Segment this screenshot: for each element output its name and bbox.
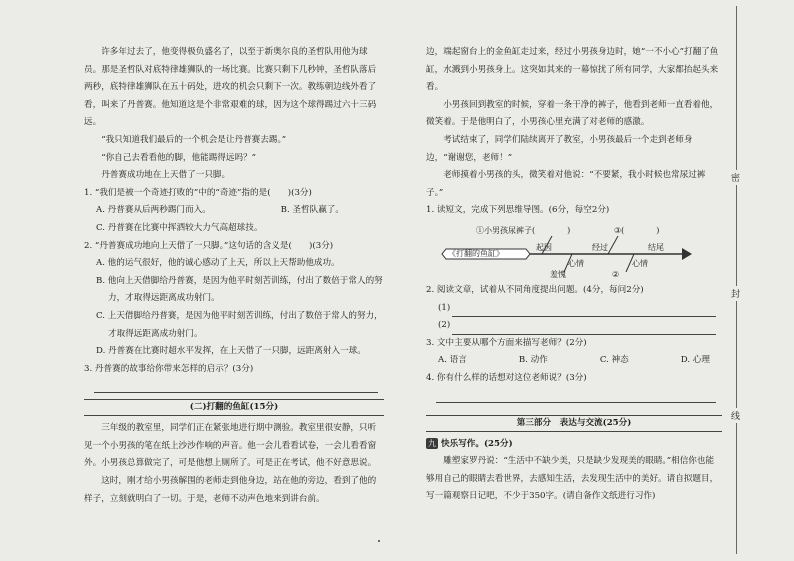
option-a[interactable]: A. 他的运气很好，他的诚心感动了上天，所以上天帮助他成功。 [96, 258, 340, 269]
story-paragraph: 考试结束了，同学们陆续离开了教室，小男孩最后一个走到老师身边，“谢谢您，老师！” [426, 134, 693, 163]
question-4: 4. 你有什么样的话想对这位老师说？(3分) [426, 372, 587, 383]
question-3: 3. 丹普赛的故事给你带来怎样的启示？(3分) [84, 363, 254, 374]
diagram-node-1[interactable]: ①小男孩尿裤子( ) [476, 225, 571, 235]
writing-title: 快乐写作。(25分) [441, 438, 513, 449]
answer-label: (1) [438, 302, 451, 313]
answer-label: (2) [438, 320, 451, 331]
question-2: 2. 阅读文章，试着从不同角度提出问题。(4分，每问2分) [426, 284, 644, 295]
option-a[interactable]: A. 语言 [438, 355, 467, 366]
diagram-title: 《打翻的鱼缸》 [448, 248, 504, 258]
option-d[interactable]: D. 丹普赛在比赛时超水平发挥，在上天借了一只脚，远距离射入一球。 [96, 346, 366, 357]
option-c[interactable]: C. 神态 [599, 355, 629, 366]
story-paragraph: 许多年过去了，他变得极负盛名了，以至于新奥尔良的圣哲队用他为球员。那是圣哲队对底特律雄狮队的一场比赛。比赛只剩下几秒钟，圣哲队落后两秒，底特律雄狮队在五十码处，进攻的机会只剩下一次。教练朝边线外看了看，叫来了丹普赛。他知道这是个非常艰难的球，因为这个球得踢过六十三码远。 [84, 47, 377, 128]
question-2: 2. “丹普赛成功地向上天借了一只脚。”这句话的含义是( )(3分) [84, 240, 334, 251]
question-1: 1. 读短文，完成下列思维导图。(6分，每空2分) [426, 205, 610, 216]
option-row [426, 352, 722, 370]
diagram-node-3[interactable]: ③( ) [614, 225, 660, 235]
mind-map [426, 224, 722, 280]
answer-line[interactable] [436, 388, 716, 403]
diagram-node-2[interactable]: ② [612, 269, 620, 279]
label-origin: 起因 [536, 242, 552, 252]
margin-mark: 线 [731, 408, 740, 423]
label-shame: 羞愧 [550, 269, 566, 279]
question-3: 3. 文中主要从哪个方面来描写老师？(2分) [426, 337, 587, 348]
option-b[interactable]: B. 动作 [518, 355, 548, 366]
story-paragraph: 老师摸着小男孩的头，微笑着对他说：“不要紧，我小时候也常尿过裤子。” [426, 170, 706, 198]
answer-line[interactable] [452, 322, 716, 335]
option-c[interactable]: C. 上天借脚给丹普赛，是因为他平时刻苦训练，付出了数倍于常人的努力，才取得远距离成功射门。 [96, 310, 383, 339]
margin-mark: 封 [731, 286, 740, 301]
story-paragraph: “你自己去看看他的脚，他能踢得远吗？” [101, 152, 257, 163]
page-dot [378, 540, 380, 542]
answer-line[interactable] [452, 304, 716, 317]
story-paragraph: “我只知道我们最后的一个机会是让丹普赛去踢。” [101, 134, 287, 145]
option-c[interactable]: C. 丹普赛在比赛中挥洒较大力气高超球技。 [96, 222, 263, 233]
label-process: 经过 [592, 242, 608, 252]
writing-heading [426, 436, 722, 454]
story-paragraph: 边，端起窗台上的金鱼缸走过来，经过小男孩身边时，她“一不小心”打翻了鱼缸，水溅到小男孩身上。这突如其来的一幕惊扰了所有同学，大家都抬起头来看。 [426, 47, 719, 93]
option-d[interactable]: D. 心理 [680, 355, 710, 366]
story-paragraph: 丹普赛成功地在上天借了一只脚。 [101, 170, 231, 181]
story-paragraph: 三年级的教室里，同学们正在紧张地进行期中测验。教室里很安静，只听见一个小男孩的笔在纸上沙沙作响的声音。他一会儿看看试卷，一会儿看看窗外。小男孩总算做完了，可是他想上厕所了。可是正在考试，他不好意思说。 [84, 423, 377, 469]
branch-line [608, 236, 618, 254]
option-b[interactable]: B. 他向上天借脚给丹普赛，是因为他平时刻苦训练，付出了数倍于常人的努力，才取得远距离成功射门。 [96, 275, 383, 304]
section-number-badge: 九 [428, 438, 436, 448]
answer-row [426, 300, 722, 318]
option-a[interactable]: A. 丹普赛从后两秒踢门而入。 [96, 205, 211, 216]
label-result: 结尾 [648, 242, 664, 252]
arrow-head-icon [682, 248, 692, 260]
option-b[interactable]: B. 圣哲队赢了。 [280, 205, 344, 216]
binding-line [736, 6, 737, 554]
left-column [84, 44, 384, 508]
margin-mark: 密 [731, 170, 740, 185]
question-1: 1. “我们是被一个奇迹打败的”中的“奇迹”指的是( )(3分) [84, 187, 312, 198]
label-mood: 心情 [568, 258, 584, 268]
answer-row [426, 317, 722, 335]
story-paragraph: 小男孩回到教室的时候，穿着一条干净的裤子，他看到老师一直看着他，微笑着。于是他明白了，小男孩心里充满了对老师的感激。 [426, 99, 719, 128]
section-title: (二)打翻的鱼缸(15分) [84, 399, 384, 416]
option-row [84, 202, 384, 220]
part-title: 第三部分 表达与交流(25分) [426, 415, 722, 432]
right-column [426, 44, 722, 506]
writing-prompt: 雕塑家罗丹说：“生活中不缺少美，只是缺少发现美的眼睛。”相信你也能够用自己的眼睛去看世界，去感知生活，去发现生活中的美好。请自拟题目，写一篇观察日记吧，不少于350字。(请自备作文纸进行习作) [426, 456, 719, 502]
story-paragraph: 这时，刚才给小男孩解围的老师走到他身边，站在他的旁边，看到了他的样子，立刻就明白了一切。于是，老师不动声色地来到讲台前。 [84, 476, 377, 504]
label-mood: 心情 [632, 258, 648, 268]
answer-line[interactable] [94, 378, 378, 393]
